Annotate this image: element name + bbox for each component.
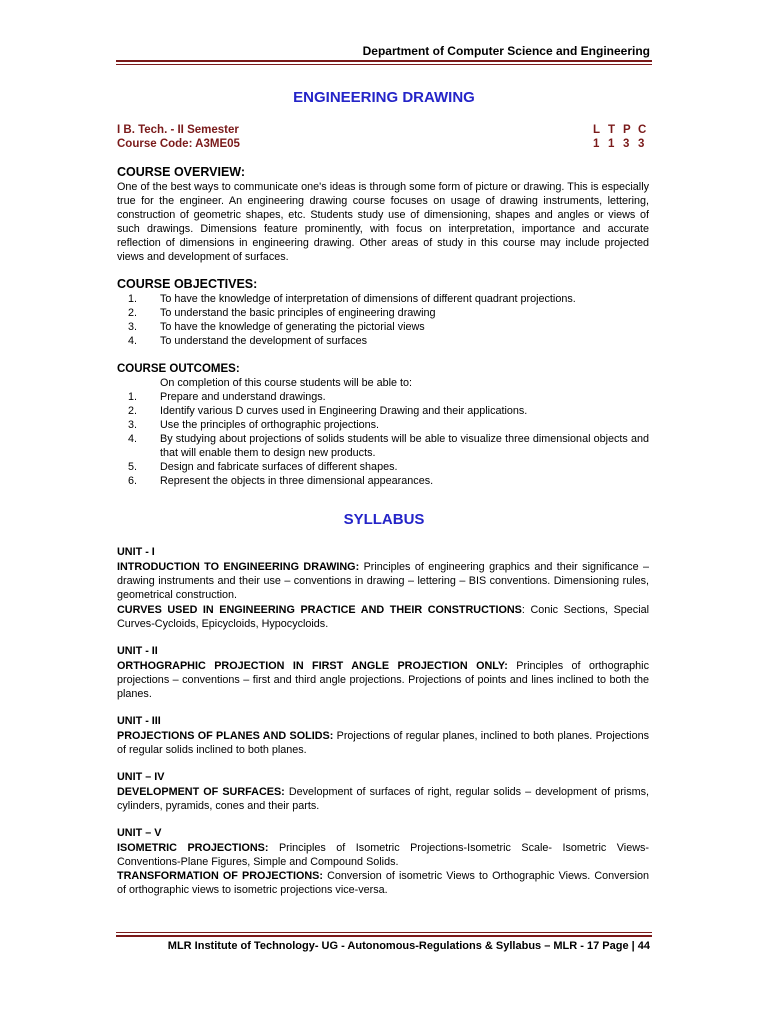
item-number: 1.	[128, 293, 138, 305]
item-text: To have the knowledge of generating the pictorial views	[160, 321, 425, 333]
topic-title: INTRODUCTION TO ENGINEERING DRAWING:	[117, 561, 360, 573]
list-item	[117, 390, 649, 404]
item-text: Design and fabricate surfaces of different shapes.	[160, 461, 398, 473]
ltpc-label-l: L	[593, 124, 601, 136]
topic-title: ISOMETRIC PROJECTIONS:	[117, 842, 269, 854]
topic-text: : Conic Sections, Special Curves-Cycloids, Epicycloids, Hypocycloids.	[117, 604, 649, 630]
course-title: ENGINEERING DRAWING	[293, 89, 475, 106]
overview-heading: COURSE OVERVIEW:	[117, 165, 246, 179]
item-number: 1.	[128, 391, 138, 403]
header-rule	[116, 60, 652, 62]
item-text: To have the knowledge of interpretation of dimensions of different quadrant projections.	[160, 293, 576, 305]
item-text: To understand the basic principles of engineering drawing	[160, 307, 436, 319]
item-number: 6.	[128, 475, 138, 487]
item-text: Represent the objects in three dimensional appearances.	[160, 475, 434, 487]
outcomes-list	[117, 376, 649, 488]
item-number: 4.	[128, 335, 138, 347]
item-number: 2.	[128, 307, 138, 319]
page-footer: MLR Institute of Technology- UG - Autonomous-Regulations & Syllabus – MLR - 17 Page | 44	[167, 940, 650, 952]
unit-topic	[117, 659, 649, 701]
topic-text: Development of surfaces of right, regular solids – development of prisms, cylinders, pyramids, cones and their parts.	[117, 786, 649, 812]
list-item	[117, 334, 649, 348]
item-number: 5.	[128, 461, 138, 473]
topic-title: TRANSFORMATION OF PROJECTIONS:	[117, 870, 323, 882]
footer-rule-thin	[116, 932, 652, 933]
topic-title: ORTHOGRAPHIC PROJECTION IN FIRST ANGLE PROJECTION ONLY:	[117, 660, 508, 672]
header-rule-thin	[116, 64, 652, 65]
course-code: Course Code: A3ME05	[117, 138, 240, 150]
topic-title: CURVES USED IN ENGINEERING PRACTICE AND THEIR CONSTRUCTIONS	[117, 604, 522, 616]
list-item	[117, 432, 649, 460]
item-text: To understand the development of surfaces	[160, 335, 368, 347]
topic-title: DEVELOPMENT OF SURFACES:	[117, 786, 285, 798]
course-meta	[117, 123, 240, 151]
item-text: Use the principles of orthographic projections.	[160, 419, 380, 431]
unit-label: UNIT - III	[117, 715, 161, 727]
item-number: 4.	[128, 433, 138, 445]
ltpc-value-p: 3	[623, 138, 630, 150]
ltpc-value-c: 3	[638, 138, 645, 150]
overview-text: One of the best ways to communicate one's ideas is through some form of picture or drawing. This is especially true for the engineer. An engineering drawing course focuses on usage of drawing instruments, lettering, construction of geometric shapes, etc. Students study use of dimensioning, shapes and angles or views of such drawings. Dimensions feature prominently, with focus on interpretation, importance and accurate reflection of dimensions in engineering drawing. Other areas of study in this course may include projected views and development of surfaces.	[117, 181, 649, 263]
ltpc-label-p: P	[623, 124, 631, 136]
unit-topic	[117, 785, 649, 813]
item-text: Identify various D curves used in Engineering Drawing and their applications.	[160, 405, 528, 417]
list-item	[117, 460, 649, 474]
topic-title: PROJECTIONS OF PLANES AND SOLIDS:	[117, 730, 334, 742]
unit-topic	[117, 560, 649, 602]
semester: I B. Tech. - II Semester	[117, 124, 239, 136]
list-item	[117, 292, 649, 306]
unit-topic	[117, 603, 649, 631]
ltpc-values	[593, 137, 653, 151]
list-item	[117, 418, 649, 432]
ltpc-label-c: C	[638, 124, 647, 136]
ltpc-labels	[593, 123, 653, 137]
unit-topic	[117, 869, 649, 897]
topic-text: Projections of regular planes, inclined to both planes. Projections of regular solids inclined to both planes.	[117, 730, 649, 756]
ltpc-value-t: 1	[608, 138, 615, 150]
topic-text: Principles of engineering graphics and their significance – drawing instruments and their use – conventions in drawing – lettering – BIS conventions. Dimensioning rules, geometrical construction.	[117, 561, 650, 601]
ltpc-value-l: 1	[593, 138, 600, 150]
ltpc-label-t: T	[608, 124, 616, 136]
outcomes-heading: COURSE OUTCOMES:	[117, 363, 240, 375]
ltpc-table	[593, 123, 653, 151]
list-item	[117, 404, 649, 418]
item-text: Prepare and understand drawings.	[160, 391, 326, 403]
item-number: 3.	[128, 321, 138, 333]
outcomes-intro: On completion of this course students will be able to:	[160, 377, 413, 389]
objectives-heading: COURSE OBJECTIVES:	[117, 277, 258, 291]
unit-label: UNIT – IV	[117, 771, 165, 783]
unit-topic	[117, 841, 649, 869]
footer-rule	[116, 935, 652, 937]
objectives-list	[117, 292, 649, 348]
item-number: 2.	[128, 405, 138, 417]
unit-label: UNIT - I	[117, 546, 155, 558]
department-header: Department of Computer Science and Engineering	[362, 44, 650, 58]
list-item	[117, 320, 649, 334]
list-item	[117, 306, 649, 320]
topic-text: Principles of Isometric Projections-Isometric Scale- Isometric Views-Conventions-Plane Figures, Simple and Compound Solids.	[117, 842, 649, 868]
topic-text: Conversion of isometric Views to Orthographic Views. Conversion of orthographic views to isometric projections vice-versa.	[117, 870, 649, 896]
topic-text: Principles of orthographic projections – conventions – first and third angle projections. Projections of points and lines inclined to both the planes.	[117, 660, 649, 700]
unit-label: UNIT – V	[117, 827, 162, 839]
item-number: 3.	[128, 419, 138, 431]
list-item	[117, 474, 649, 488]
unit-label: UNIT - II	[117, 645, 158, 657]
syllabus-heading: SYLLABUS	[343, 511, 425, 528]
item-text: By studying about projections of solids students will be able to visualize three dimensional objects and that will enable them to design new products.	[160, 433, 649, 459]
unit-topic	[117, 729, 649, 757]
